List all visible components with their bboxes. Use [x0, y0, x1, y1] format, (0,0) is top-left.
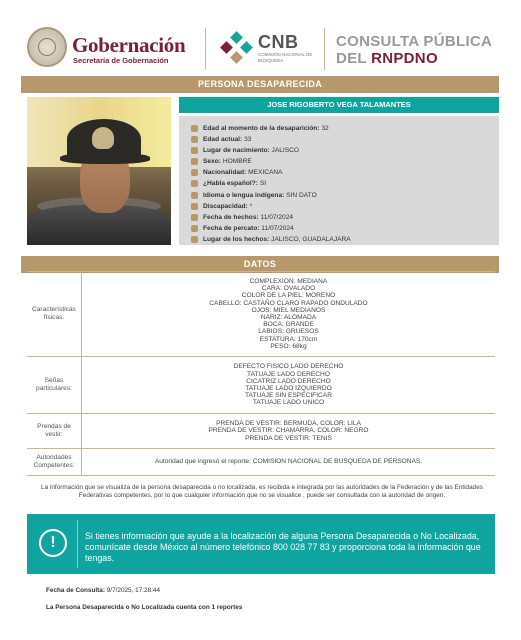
fecha-consulta: Fecha de Consulta: 9/7/2025, 17:28:44	[46, 587, 161, 594]
info-label: Fecha de percato:	[203, 224, 260, 232]
datos-row	[27, 357, 495, 414]
datos-line: NARIZ: ALOMADA	[260, 314, 317, 321]
datos-label: Características físicas:	[27, 272, 82, 356]
datos-label: Prendas de vestir:	[27, 414, 82, 448]
bullet-icon	[191, 136, 198, 143]
bullet-icon	[191, 125, 198, 132]
info-value: JALISCO, GUADALAJARA	[271, 235, 351, 243]
bullet-icon	[191, 158, 198, 165]
datos-line: TATUAJE SIN ESPECIFICAR	[245, 392, 332, 400]
fecha-consulta-value: 9/7/2025, 17:28:44	[106, 587, 161, 594]
bullet-icon	[191, 192, 198, 199]
person-name: JOSE RIGOBERTO VEGA TALAMANTES	[179, 97, 499, 113]
bullet-icon	[191, 147, 198, 154]
datos-row	[27, 414, 495, 449]
info-label: ¿Habla español?:	[203, 180, 258, 188]
header-divider	[205, 28, 206, 70]
info-row	[203, 234, 499, 245]
info-label: Lugar de nacimiento:	[203, 147, 270, 155]
info-row	[203, 178, 499, 189]
bullet-icon	[191, 169, 198, 176]
info-label: Discapacidad:	[203, 202, 248, 210]
datos-values	[82, 414, 495, 448]
datos-line: LABIOS: GRUESOS	[258, 328, 319, 336]
info-label: Edad actual:	[203, 136, 243, 144]
datos-label: Autoridades Competentes:	[27, 449, 82, 475]
consulta-publica-title: CONSULTA PÚBLICA	[336, 33, 493, 50]
mexico-seal-logo	[27, 27, 67, 67]
bullet-icon	[191, 225, 198, 232]
cnb-subtitle: COMISIÓN NACIONAL DE BÚSQUEDA	[258, 52, 313, 63]
section-persona-desaparecida: PERSONA DESAPARECIDA	[21, 76, 499, 93]
datos-line: PRENDA DE VESTIR: CHAMARRA, COLOR: NEGRO	[208, 427, 369, 435]
datos-line: PRENDA DE VESTIR: BERMUDA, COLOR: LILA	[216, 420, 361, 428]
info-value: JALISCO	[271, 147, 300, 155]
info-row	[203, 190, 499, 201]
datos-line: TATUAJE LADO DERECHO	[247, 370, 330, 378]
info-label: Edad al momento de la desaparición:	[203, 125, 320, 132]
info-label: Fecha de hechos:	[203, 213, 259, 221]
info-value: HOMBRE	[222, 158, 252, 166]
datos-line: PRENDA DE VESTIR: TENIS	[245, 434, 332, 442]
info-value: SIN DATO	[286, 191, 317, 199]
alert-text: Si tienes información que ayude a la localización de alguna Persona Desaparecida o No Localizada, comunícate desde México al número telefónico 800 028 77 83 y proporciona toda la información que tengas.	[85, 531, 481, 563]
datos-values	[82, 449, 495, 475]
datos-row	[27, 449, 495, 476]
info-row	[203, 201, 499, 212]
bullet-icon	[191, 203, 198, 210]
info-label: Lugar de los hechos:	[203, 235, 270, 243]
datos-line: COMPLEXION: MEDIANA	[249, 277, 328, 285]
datos-line: PESO: 68kg	[270, 342, 307, 350]
bullet-icon	[191, 236, 198, 243]
datos-line: DEFECTO FISICO LADO DERECHO	[233, 363, 344, 371]
gobernacion-subtitle: Secretaría de Gobernación	[73, 56, 169, 65]
info-value: MEXICANA	[248, 169, 283, 177]
info-row	[203, 167, 499, 178]
info-row	[203, 145, 499, 156]
section-datos: DATOS	[21, 256, 499, 273]
bullet-icon	[191, 180, 198, 187]
datos-values	[82, 272, 495, 356]
datos-line: TATUAJE LADO UNICO	[252, 399, 325, 407]
datos-line: CICATRIZ LADO DERECHO	[246, 377, 331, 385]
datos-line: CABELLO: CASTAÑO CLARO RAPADO ONDULADO	[209, 299, 368, 307]
person-info-box	[179, 116, 499, 245]
info-row	[203, 156, 499, 167]
info-value: SI	[259, 180, 267, 188]
reportes-count: La Persona Desaparecida o No Localizada cuenta con 1 reportes	[46, 604, 243, 611]
datos-line: BOCA: GRANDE	[263, 321, 314, 329]
info-row	[203, 212, 499, 223]
cnb-title: CNB	[258, 32, 299, 52]
info-row	[203, 123, 499, 134]
person-photo	[27, 97, 171, 245]
datos-line: OJOS: MIEL MEDIANOS	[251, 306, 326, 314]
datos-line: Autoridad que ingresó el reporte: COMISION NACIONAL DE BUSQUEDA DE PERSONAS.	[154, 458, 423, 466]
info-label: Sexo:	[203, 158, 221, 166]
datos-label: Señas particulares:	[27, 357, 82, 413]
info-row	[203, 134, 499, 145]
info-value: *	[249, 202, 253, 210]
alert-divider	[77, 520, 78, 568]
datos-row	[27, 271, 495, 357]
header-divider	[324, 28, 325, 70]
info-value: 11/07/2024	[261, 224, 294, 232]
info-value: 11/07/2024	[260, 213, 294, 221]
datos-values	[82, 357, 495, 413]
datos-line: TATUAJE LADO IZQUIERDO	[245, 385, 332, 392]
info-value: 32	[321, 125, 329, 132]
page-header	[0, 0, 521, 72]
info-value: 33	[244, 136, 252, 144]
info-row	[203, 223, 499, 234]
bullet-icon	[191, 214, 198, 221]
contact-alert-box	[27, 514, 495, 574]
datos-line: ESTATURA: 170cm	[259, 335, 318, 343]
info-label: Nacionalidad:	[203, 169, 247, 177]
datos-table	[27, 271, 495, 476]
rnpdno-title: DEL RNPDNO	[336, 50, 438, 67]
information-notice: La información que se visualiza de la persona desaparecida o no localizada, es recibida e integrada por las autoridades de la Federación y de las Entidades Federativas competentes, por lo que cualquier información que no se visualice , puede ser consultada con la autoridad de origen.	[41, 484, 483, 500]
cnb-logo-icon	[222, 33, 252, 63]
gobernacion-title: Gobernación	[72, 33, 186, 57]
info-label: Idioma o lengua indígena:	[203, 191, 285, 199]
datos-line: COLOR DE LA PIEL: MORENO	[241, 292, 336, 300]
exclamation-icon: !	[39, 529, 67, 557]
datos-line: CARA: OVALADO	[261, 285, 316, 293]
